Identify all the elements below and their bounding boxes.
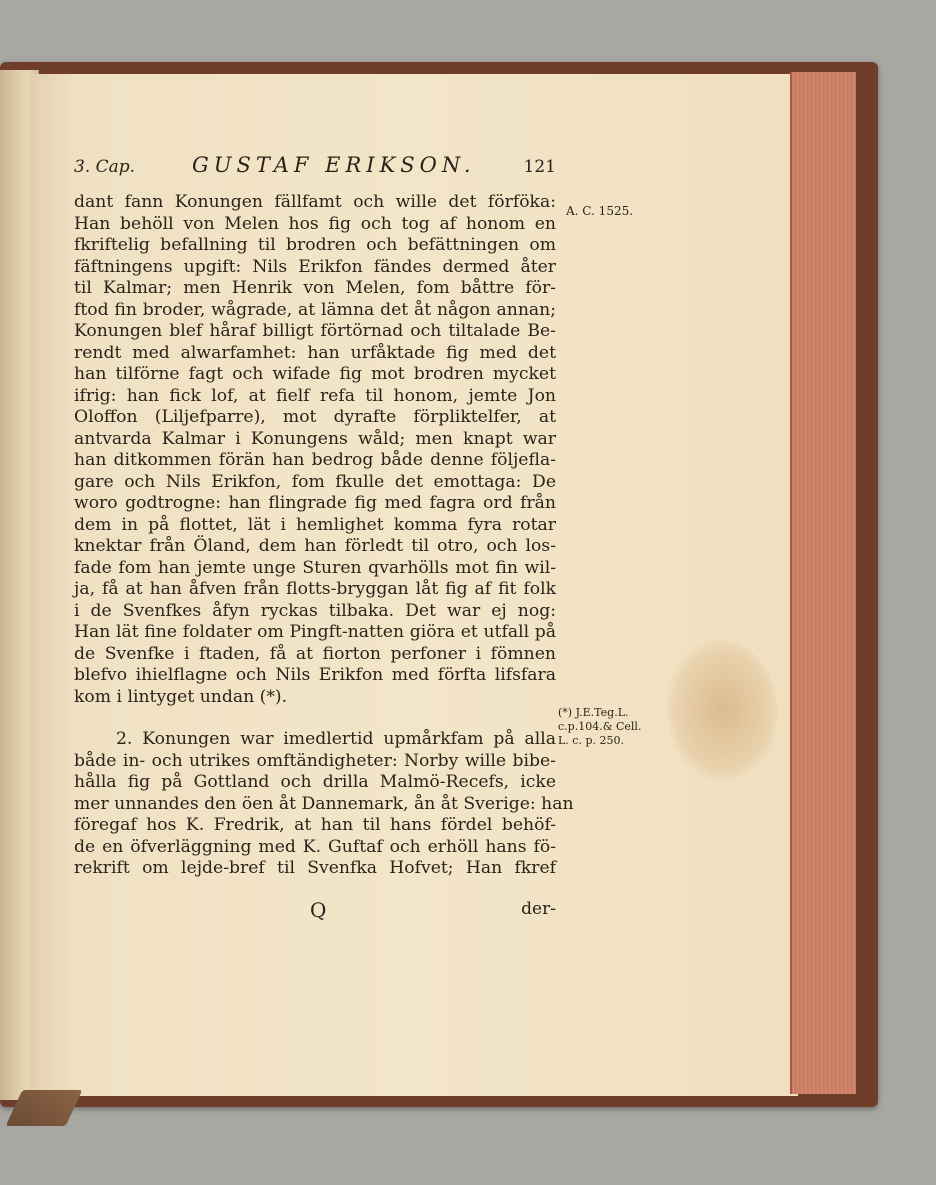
text-line: rendt med alwarfamhet: han urfåktade fig med det [74, 342, 556, 363]
catchword: der- [521, 899, 556, 919]
paragraph-1 [74, 192, 556, 708]
text-line: de en öfverläggning med K. Guftaf och erhöll hans fö- [74, 836, 556, 857]
text-line: ja, få at han åfven från flotts-bryggan låt fig af fit folk [74, 579, 556, 599]
text-line: kom i lintyget undan (*). [74, 686, 288, 707]
text-line: knektar från Öland, dem han förledt til otro, och los- [74, 536, 556, 556]
text-line: antvarda Kalmar i Konungens wåld; men knapt war [74, 428, 556, 449]
text-line: han ditkommen förän han bedrog både denne följefla- [74, 450, 556, 470]
paragraph-2 [74, 729, 574, 880]
text-line: gare och Nils Erikfon, fom fkulle det emottaga: De [74, 471, 556, 492]
text-line: hålla fig på Gottland och drilla Malmö-Recefs, icke [74, 772, 556, 792]
chapter-label: 3. Cap. [74, 157, 136, 177]
text-line: fäftningens upgift: Nils Erikfon fändes dermed åter [74, 256, 556, 277]
text-line: Han lät fine foldater om Pingft-natten giöra et utfall på [74, 622, 556, 642]
text-line: dem in på flottet, lät i hemlighet komma fyra rotar [74, 514, 556, 535]
margin-note-line: c.p.104.& Cell. [558, 720, 642, 733]
page-fore-edge [790, 72, 856, 1094]
text-line: mer unnandes den öen åt Dannemark, ån åt Sverige: han [74, 793, 574, 814]
text-line: ifrig: han fick lof, at fielf refa til honom, jemte Jon [74, 385, 556, 406]
text-line: han tilförne fagt och wifade fig mot brodren mycket [74, 364, 556, 384]
text-line: Han behöll von Melen hos fig och tog af honom en [74, 213, 556, 234]
text-line: ftod fin broder, wågrade, at lämna det åt någon annan; [74, 299, 556, 320]
text-line: 2. Konungen war imedlertid upmårkfam på alla [116, 729, 556, 749]
text-line: föregaf hos K. Fredrik, at han til hans fördel behöf- [74, 815, 556, 835]
text-line: Oloffon (Liljefparre), mot dyrafte förpliktelfer, at [74, 407, 556, 427]
text-line: rekrift om lejde-bref til Svenfka Hofvet; Han fkref [74, 858, 556, 878]
text-line: blefvo ihielflagne och Nils Erikfon med förfta lifsfara [74, 665, 556, 685]
text-line: i de Svenfkes åfyn ryckas tilbaka. Det war ej nog: [74, 600, 556, 621]
text-line: fade fom han jemte unge Sturen qvarhölls mot fin wil- [74, 557, 556, 578]
margin-note-line: (*) J.E.Teg.L. [558, 706, 629, 719]
margin-footnote [558, 706, 648, 748]
text-line: fkriftelig befallning til brodren och befättningen om [74, 235, 556, 255]
page-number: 121 [523, 157, 556, 177]
text-line: til Kalmar; men Henrik von Melen, fom båttre för- [74, 278, 556, 298]
text-line: woro godtrogne: han flingrade fig med fagra ord från [74, 493, 556, 513]
text-line: de Svenfke i ftaden, få at fiorton perfoner i fömnen [74, 643, 556, 664]
margin-year: A. C. 1525. [566, 204, 634, 218]
water-stain [668, 640, 778, 780]
running-head-title: GUSTAF ERIKSON. [192, 153, 476, 177]
body-text [74, 192, 574, 880]
text-line: Konungen blef håraf billigt förtörnad och tiltalade Be- [74, 321, 556, 341]
text-line: både in- och utrikes omftändigheter: Norby wille bibe- [74, 750, 556, 771]
running-head [74, 153, 556, 183]
margin-note-line: L. c. p. 250. [558, 734, 624, 747]
signature-mark: Q [310, 898, 327, 922]
text-line: dant fann Konungen fällfamt och wille det förföka: [74, 192, 556, 212]
